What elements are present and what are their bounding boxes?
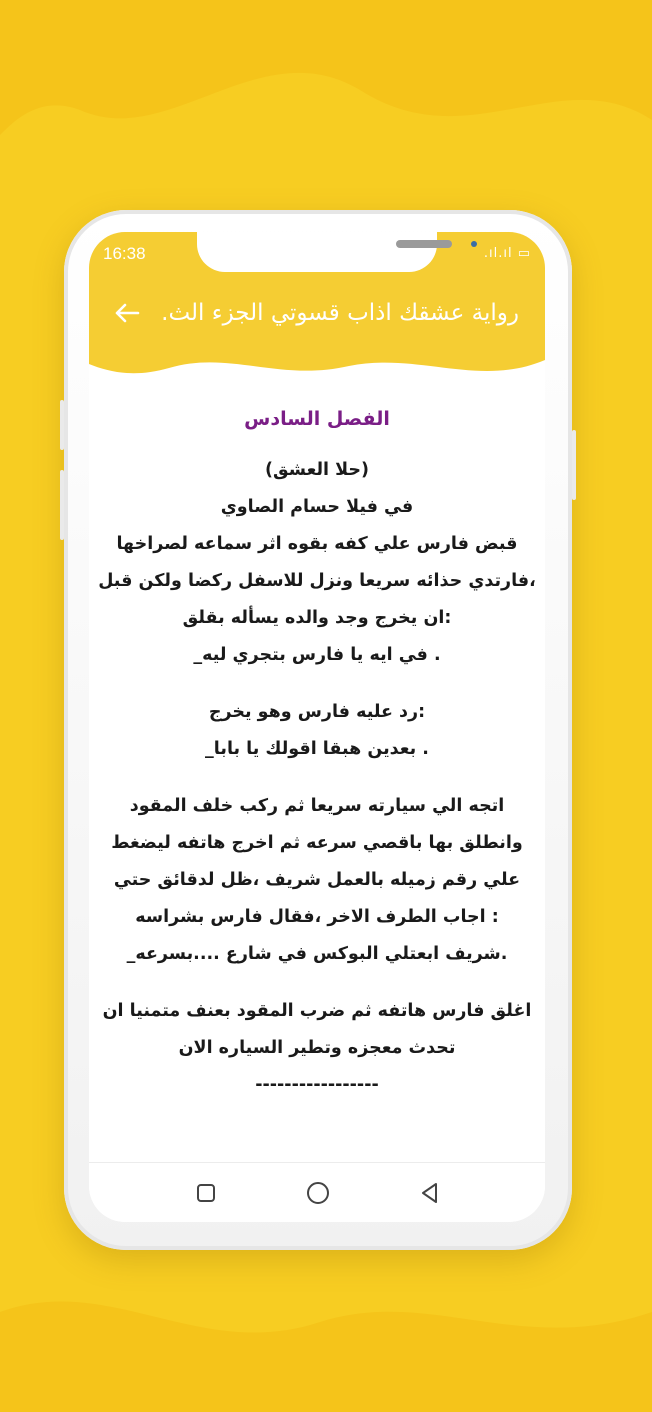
text-line: . في ايه يا فارس بتجري ليه_: [193, 645, 441, 665]
background-wave-bottom: [0, 1252, 652, 1412]
circle-icon: [302, 1177, 334, 1209]
text-line: علي رقم زميله بالعمل شريف ،ظل لدقائق حتي: [113, 870, 521, 890]
text-line: : اجاب الطرف الاخر ،فقال فارس بشراسه: [135, 907, 499, 927]
appbar-wave: [89, 342, 545, 394]
text-line: تحدث معجزه وتطير السياره الان: [178, 1038, 456, 1058]
text-line: وانطلق بها باقصي سرعه ثم اخرج هاتفه ليضغط: [111, 833, 523, 853]
text-line: اتجه الي سيارته سريعا ثم ركب خلف المقود: [129, 796, 505, 816]
paragraph: [89, 788, 545, 973]
page-title: رواية عشقك اذاب قسوتي الجزء الث.: [161, 300, 519, 326]
text-line: (حلا العشق): [264, 460, 370, 480]
paragraph: [89, 694, 545, 768]
phone-screen: [89, 232, 545, 1222]
text-line: -----------------: [255, 1075, 379, 1095]
phone-notch: [197, 232, 437, 272]
chapter-content[interactable]: [89, 394, 545, 1162]
text-line: ،فارتدي حذائه سريعا ونزل للاسفل ركضا ولكن قبل: [98, 571, 536, 591]
status-bar: [89, 232, 545, 282]
speaker-grille: [396, 240, 452, 248]
chapter-title: الفصل السادس: [244, 408, 390, 430]
system-nav-bar: [89, 1162, 545, 1222]
home-button[interactable]: [302, 1177, 334, 1209]
recents-button[interactable]: [190, 1177, 222, 1209]
paragraph: [89, 452, 545, 674]
text-line: :ان يخرج وجد والده يسأله بقلق: [182, 608, 452, 628]
app-bar: [89, 282, 545, 344]
status-time: 16:38: [103, 244, 146, 263]
front-camera: [471, 241, 477, 247]
phone-side-button: [572, 430, 576, 500]
arrow-left-icon: [114, 302, 140, 324]
text-line: . بعدين هبقا اقولك يا بابا_: [205, 739, 429, 759]
triangle-left-icon: [414, 1177, 446, 1209]
text-line: .شريف ابعتلي البوكس في شارع ....بسرعه_: [126, 944, 508, 964]
back-button[interactable]: [107, 293, 147, 333]
square-icon: [190, 1177, 222, 1209]
text-line: قبض فارس علي كفه بقوه اثر سماعه لصراخها: [116, 534, 518, 554]
paragraph: [89, 993, 545, 1104]
nav-back-button[interactable]: [414, 1177, 446, 1209]
text-line: :رد عليه فارس وهو يخرج: [208, 702, 426, 722]
signal-battery-icon: .ıl.ıl ▭: [483, 246, 531, 261]
phone-side-button: [60, 400, 64, 450]
background-wave-top: [0, 0, 652, 220]
text-line: اغلق فارس هاتفه ثم ضرب المقود بعنف متمنيا ان: [102, 1001, 532, 1021]
text-line: في فيلا حسام الصاوي: [220, 497, 414, 517]
phone-side-button: [60, 470, 64, 540]
